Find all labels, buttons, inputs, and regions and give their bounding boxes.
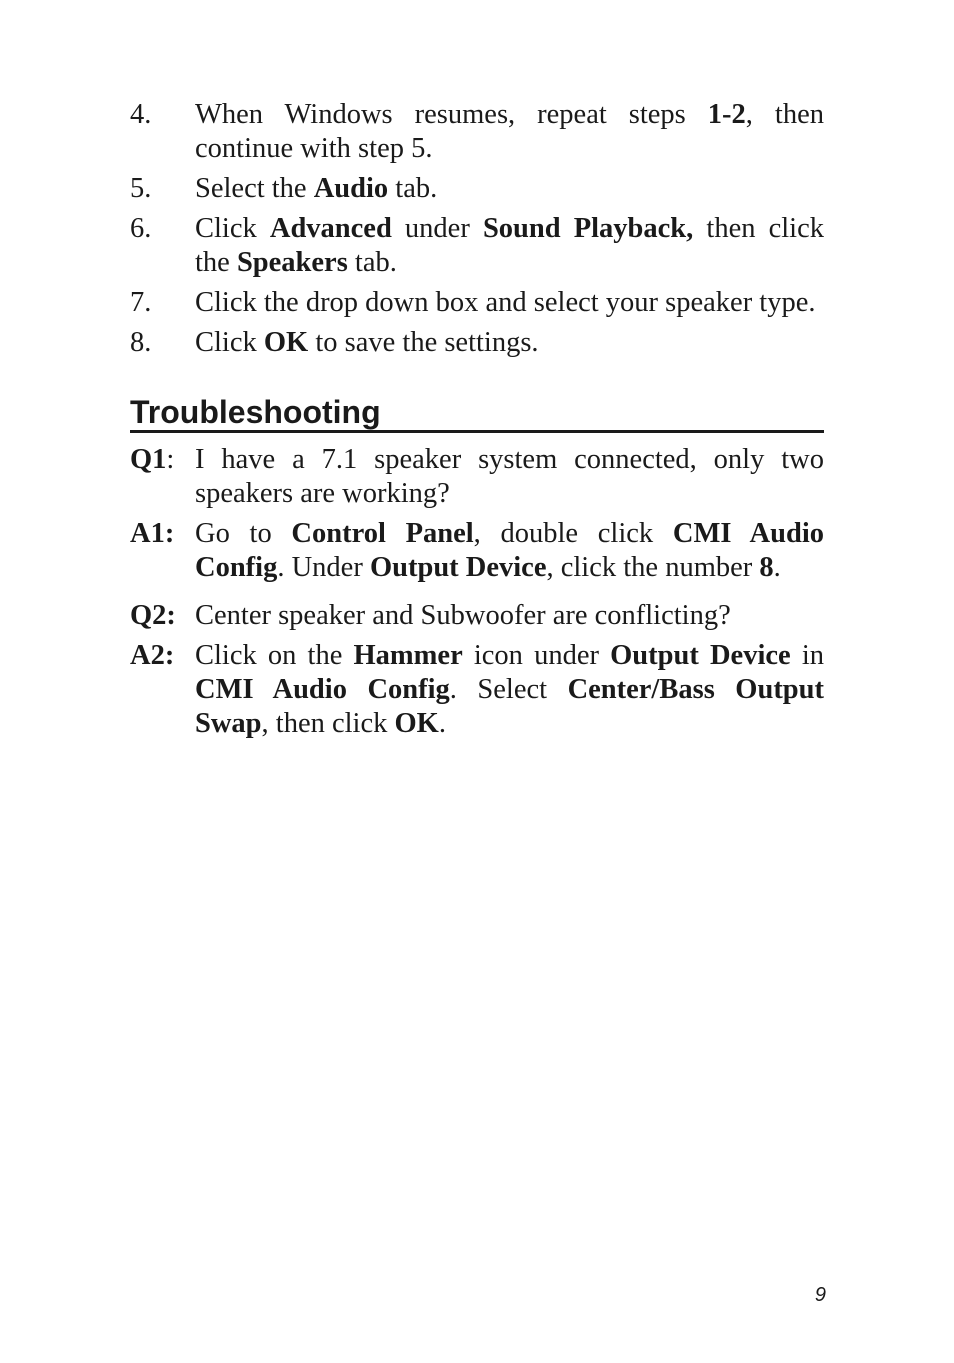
step-item — [130, 326, 824, 360]
faq-answer — [130, 639, 824, 741]
step-text: When Windows resumes, repeat steps 1-2, then continue with step 5. — [195, 99, 824, 164]
troubleshooting-faq — [130, 443, 824, 741]
step-item — [130, 172, 824, 206]
step-text: Click Advanced under Sound Playback, then click the Speakers tab. — [195, 213, 824, 278]
page-content — [130, 98, 824, 747]
faq-question — [130, 443, 824, 511]
step-item — [130, 212, 824, 280]
step-text: Click OK to save the settings. — [195, 327, 539, 358]
faq-question — [130, 599, 824, 633]
step-item — [130, 286, 824, 320]
faq-text: Center speaker and Subwoofer are conflicting? — [195, 600, 731, 631]
step-number: 4. — [130, 99, 152, 130]
faq-label: Q1: — [130, 444, 175, 475]
step-item — [130, 98, 824, 166]
step-text: Select the Audio tab. — [195, 173, 438, 204]
step-number: 8. — [130, 327, 152, 358]
instruction-steps — [130, 98, 824, 360]
step-number: 5. — [130, 173, 152, 204]
faq-text: Click on the Hammer icon under Output Device in CMI Audio Config. Select Center/Bass Output Swap, then click OK. — [195, 640, 824, 739]
section-heading: Troubleshooting — [130, 394, 824, 433]
step-number: 7. — [130, 287, 152, 318]
faq-label: A2: — [130, 640, 175, 671]
faq-text: I have a 7.1 speaker system connected, only two speakers are working? — [195, 444, 824, 509]
faq-label: A1: — [130, 518, 175, 549]
faq-text: Go to Control Panel, double click CMI Audio Config. Under Output Device, click the number 8. — [195, 518, 825, 583]
step-text: Click the drop down box and select your speaker type. — [195, 287, 816, 318]
page-number: 9 — [814, 1284, 826, 1306]
faq-answer — [130, 517, 824, 585]
step-number: 6. — [130, 213, 152, 244]
faq-label: Q2: — [130, 600, 176, 631]
